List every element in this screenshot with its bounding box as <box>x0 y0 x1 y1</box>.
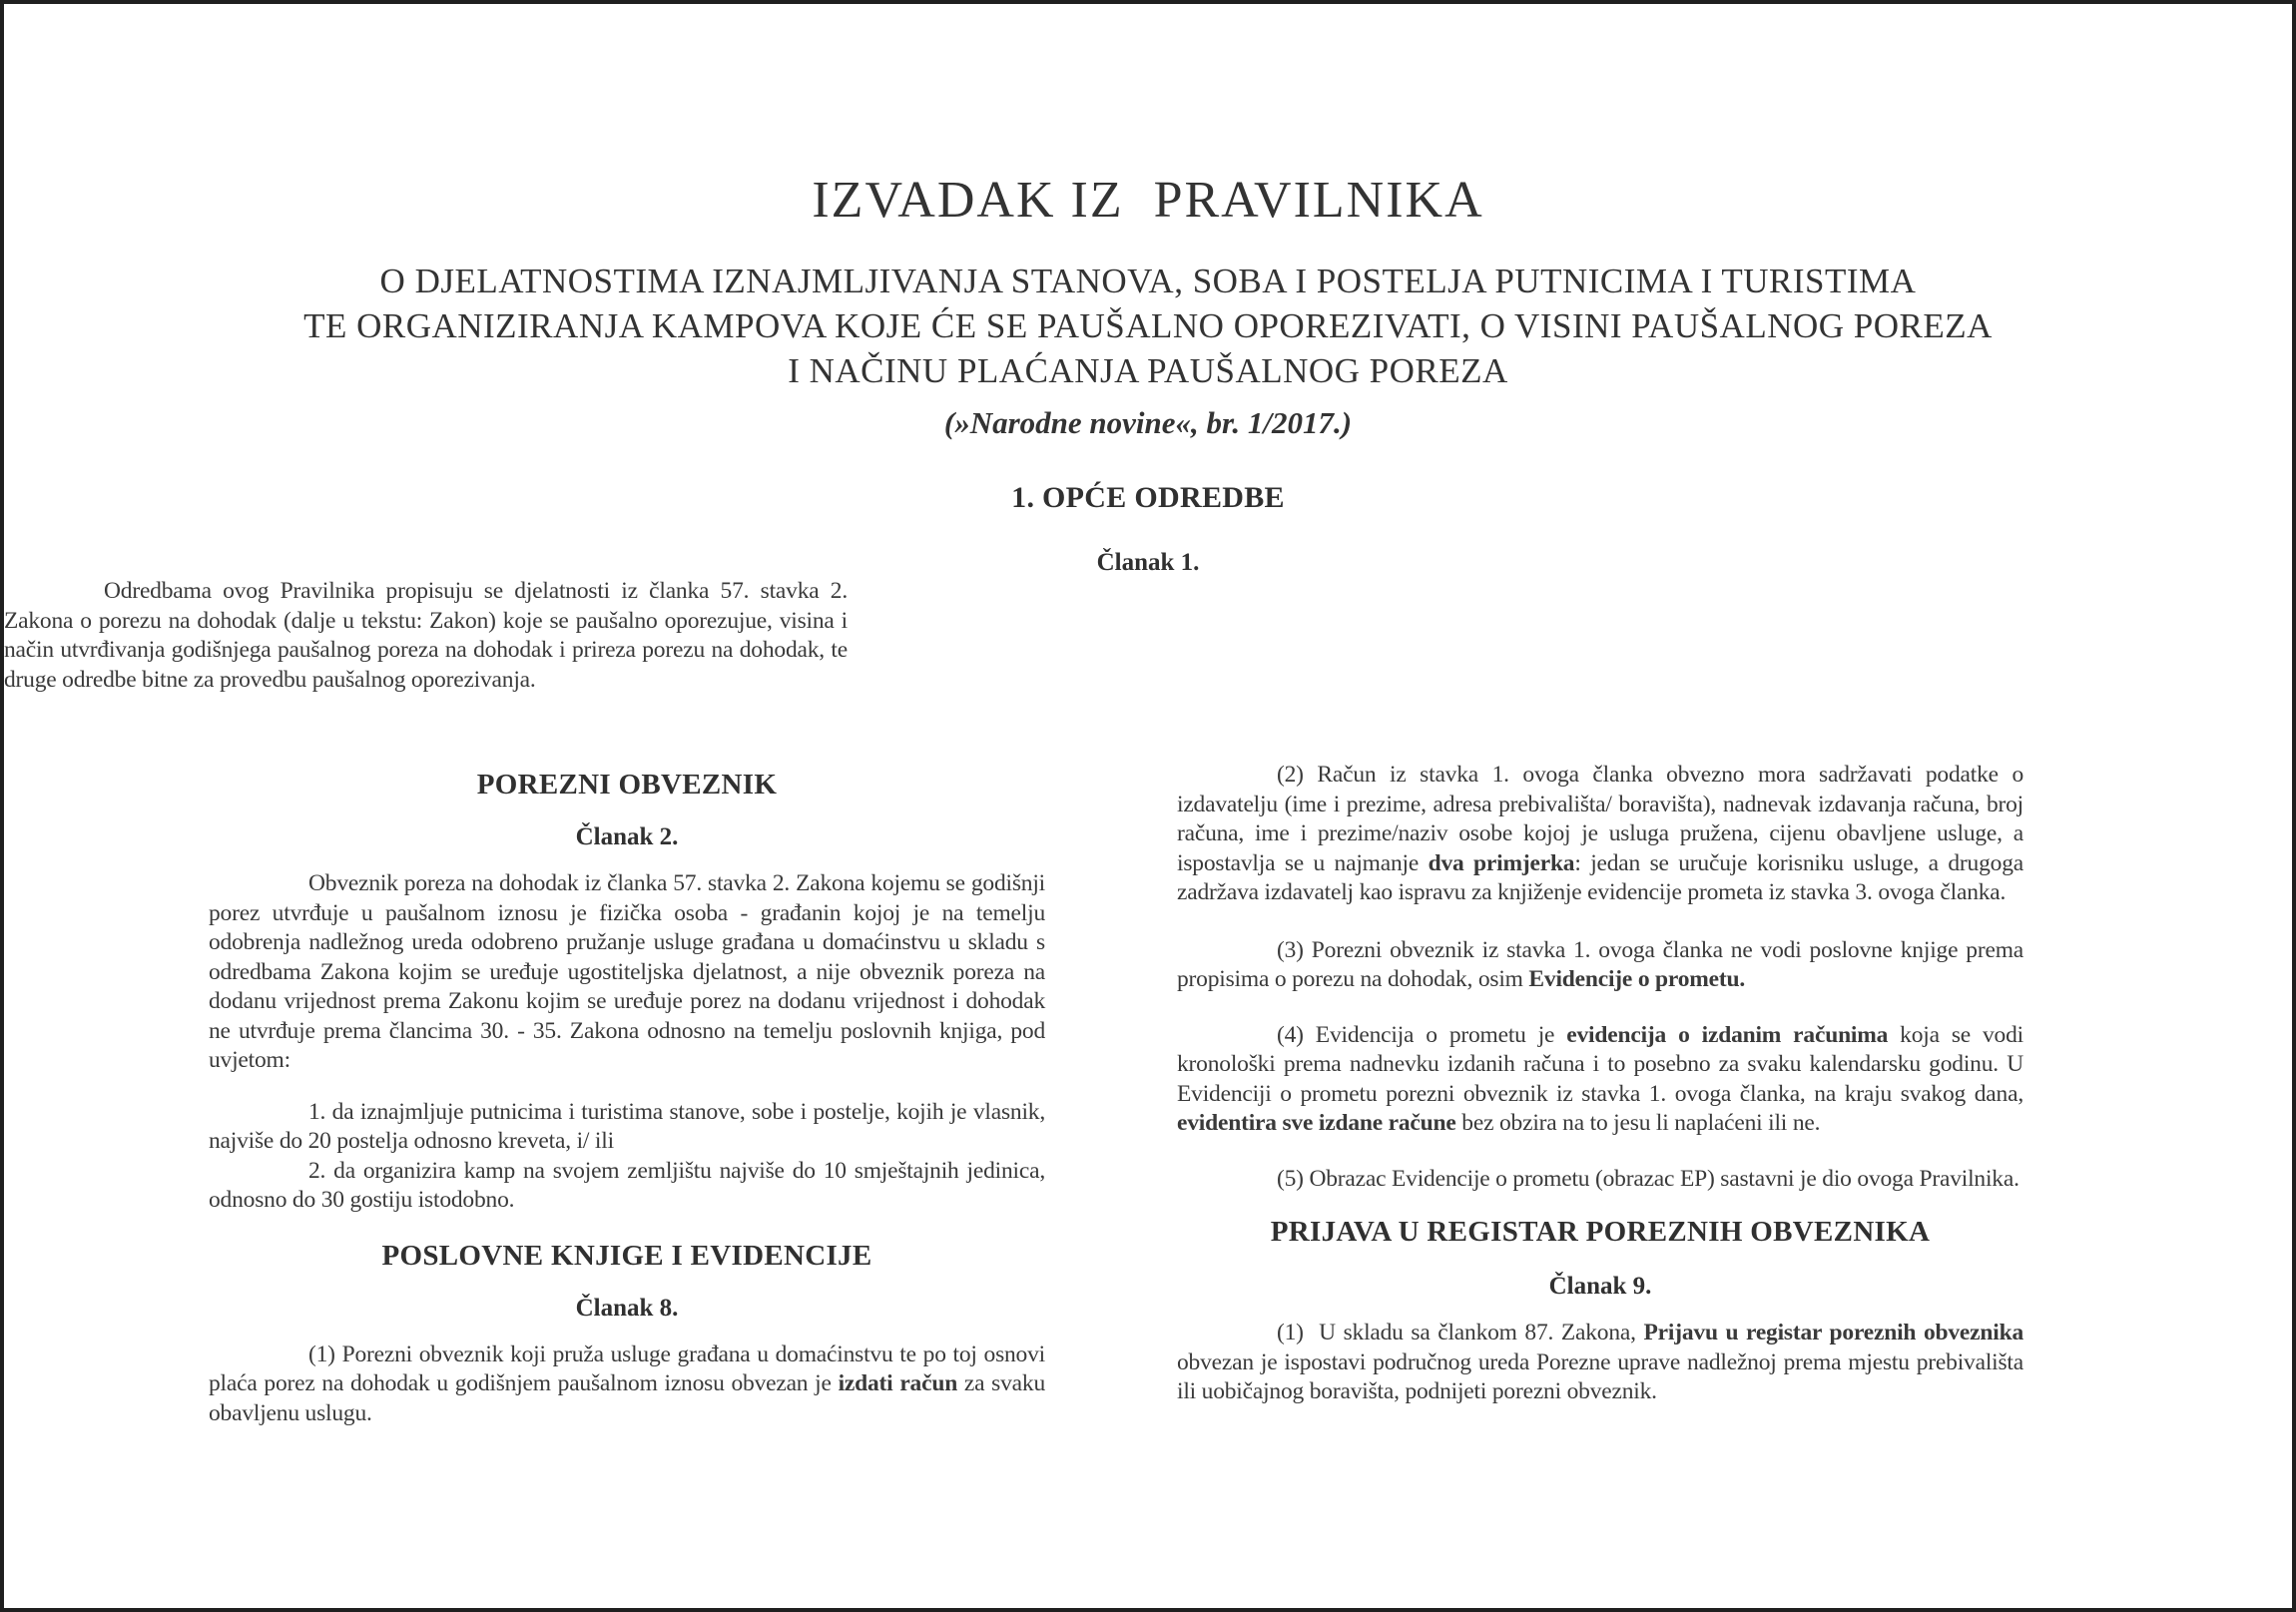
paragraph-clanak9-stavak-1: (1) U skladu sa člankom 87. Zakona, Prijavu u registar poreznih obveznika obvezan je ispostavi područnog ureda Porezne uprave nadležnoj prema mjestu prebivališta ili uobičajnog boravišta, podnijeti porezni obveznik. <box>1177 1320 2023 1404</box>
section-heading-poslovne-knjige: POSLOVNE KNJIGE I EVIDENCIJE <box>381 1239 872 1272</box>
section-general-provisions <box>4 481 2292 695</box>
paragraph-clanak2-item-1: 1. da iznajmljuje putnicima i turistima stanove, sobe i postelje, kojih je vlasnik, najviše do 20 postelja odnosno kreveta, i/ ili <box>209 1098 1045 1154</box>
article-heading-clanak-2: Članak 2. <box>575 823 679 850</box>
article-heading-clanak-1: Članak 1. <box>1096 549 1200 576</box>
article-heading-clanak-8: Članak 8. <box>575 1294 679 1322</box>
paragraph-clanak2-item-2: 2. da organizira kamp na svojem zemljištu najviše do 10 smještajnih jedinica, odnosno do 30 gostiju istodobno. <box>209 1157 1045 1213</box>
paragraph-clanak8-stavak-4: (4) Evidencija o prometu je evidencija o izdanim računima koja se vodi kronološki prema nadnevku izdanih računa i to posebno za svaku kalendarsku godinu. U Evidenciji o prometu porezni obveznik iz stavka 1. ovoga članka, na kraju svakog dana, evidentira sve izdane račune bez obzira na to jesu li naplaćeni ili ne. <box>1177 1021 2023 1136</box>
section-heading-opce-odredbe: 1. OPĆE ODREDBE <box>1011 481 1285 514</box>
paragraph-clanak8-stavak-1: (1) Porezni obveznik koji pruža usluge građana u domaćinstvu te po toj osnovi plaća porez na dohodak u godišnjem paušalnom iznosu obvezan je izdati račun za svaku obavljenu uslugu. <box>209 1341 1046 1426</box>
document-subtitle <box>4 259 2292 393</box>
document-title: IZVADAK IZ PRAVILNIKA <box>812 172 1484 229</box>
section-heading-prijava-registar: PRIJAVA U REGISTAR POREZNIH OBVEZNIKA <box>1270 1216 1931 1248</box>
paragraph-clanak2: Obveznik poreza na dohodak iz članka 57. stavka 2. Zakona kojemu se godišnji porez utvrđuje u paušalnom iznosu je fizička osoba - građanin kojoj je na temelju odobrenja nadležnog ureda odobreno pružanje usluge građana u domaćinstvu u skladu s odredbama Zakona kojim se uređuje ugostiteljska djelatnost, a nije obveznik poreza na dodanu vrijednost prema Zakonu kojim se uređuje porez na dodanu vrijednost i dohodak ne utvrđuje prema člancima 30. - 35. Zakona odnosno na temelju poslovnih knjiga, pod uvjetom: <box>209 870 1045 1073</box>
document-header <box>4 172 2292 441</box>
paragraph-clanak8-stavak-2: (2) Račun iz stavka 1. ovoga članka obvezno mora sadržavati podatke o izdavatelju (ime i prezime, adresa prebivališta/ boravišta), nadnevak izdavanja računa, broj računa, ime i prezime/naziv osobe kojoj je usluga pružena, cijenu obavljene usluge, a ispostavlja se u najmanje dva primjerka: jedan se uručuje korisniku usluge, a drugoga zadržava izdavatelj kao ispravu za knjiženje evidencije prometa iz stavka 3. ovoga članka. <box>1177 762 2023 905</box>
source-note: (»Narodne novine«, br. 1/2017.) <box>943 405 1353 441</box>
column-left <box>209 755 1045 1428</box>
document-subtitle-line: TE ORGANIZIRANJA KAMPOVA KOJE ĆE SE PAUŠALNO OPOREZIVATI, O VISINI PAUŠALNOG POREZA <box>303 306 1993 346</box>
article-heading-clanak-9: Članak 9. <box>1548 1273 1652 1300</box>
paragraph-clanak8-stavak-3: (3) Porezni obveznik iz stavka 1. ovoga članka ne vodi poslovne knjige prema propisima o porezu na dohodak, osim Evidencije o prometu. <box>1177 936 2023 992</box>
document-subtitle-line: I NAČINU PLAĆANJA PAUŠALNOG POREZA <box>788 351 1508 391</box>
section-heading-porezni-obveznik: POREZNI OBVEZNIK <box>476 769 778 801</box>
paragraph-clanak1: Odredbama ovog Pravilnika propisuju se djelatnosti iz članka 57. stavka 2. Zakona o porezu na dohodak (dalje u tekstu: Zakon) koje se paušalno oporezujue, visina i način utvrđivanja godišnjega paušalnog poreza na dohodak i prireza porezu na dohodak, te druge odredbe bitne za provedbu paušalnog oporezivanja. <box>4 578 848 693</box>
column-right <box>1177 755 2023 1407</box>
paragraph-clanak8-stavak-5: (5) Obrazac Evidencije o prometu (obrazac EP) sastavni je dio ovoga Pravilnika. <box>1277 1165 2019 1192</box>
document-subtitle-line: O DJELATNOSTIMA IZNAJMLJIVANJA STANOVA, SOBA I POSTELJA PUTNICIMA I TURISTIMA <box>379 262 1917 301</box>
